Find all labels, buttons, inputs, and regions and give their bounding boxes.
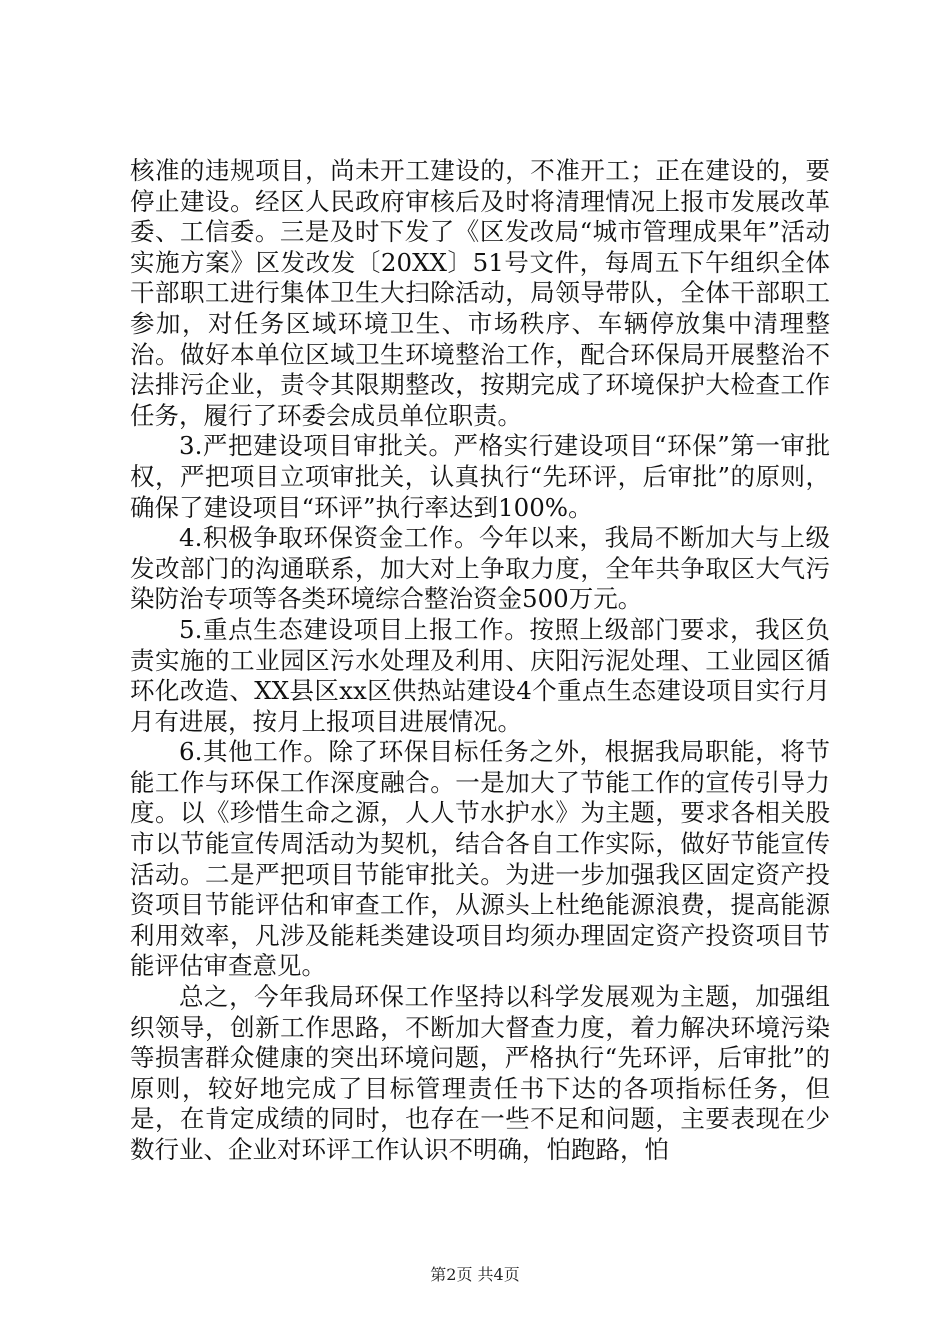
paragraph-item-4: 4.积极争取环保资金工作。今年以来，我局不断加大与上级发改部门的沟通联系，加大对上争取力度，全年共争取区大气污染防治专项等各类环境综合整治资金500万元。: [130, 523, 830, 614]
paragraph-summary: 总之，今年我局环保工作坚持以科学发展观为主题，加强组织领导，创新工作思路，不断加大督查力度，着力解决环境污染等损害群众健康的突出环境问题，严格执行“先环评，后审批”的原则，较好地完成了目标管理责任书下达的各项指标任务，但是，在肯定成绩的同时，也存在一些不足和问题，主要表现在少数行业、企业对环评工作认识不明确，怕跑路，怕: [130, 982, 830, 1164]
page-number-footer: 第2页 共4页: [430, 1265, 520, 1284]
paragraph-item-5: 5.重点生态建设项目上报工作。按照上级部门要求，我区负责实施的工业园区污水处理及利用、庆阳污泥处理、工业园区循环化改造、XX县区xx区供热站建设4个重点生态建设项目实行月月有进展，按月上报项目进展情况。: [130, 614, 830, 736]
paragraph-item-6: 6.其他工作。除了环保目标任务之外，根据我局职能，将节能工作与环保工作深度融合。一是加大了节能工作的宣传引导力度。以《珍惜生命之源，人人节水护水》为主题，要求各相关股市以节能宣传周活动为契机，结合各自工作实际，做好节能宣传活动。二是严把项目节能审批关。为进一步加强我区固定资产投资项目节能评估和审查工作，从源头上杜绝能源浪费，提高能源利用效率，凡涉及能耗类建设项目均须办理固定资产投资项目节能评估审查意见。: [130, 737, 830, 981]
paragraph-item-3: 3.严把建设项目审批关。严格实行建设项目“环保”第一审批权，严把项目立项审批关，认真执行“先环评，后审批”的原则，确保了建设项目“环评”执行率达到100%。: [130, 431, 830, 522]
document-body: [130, 156, 830, 1166]
paragraph-continuation: 核准的违规项目，尚未开工建设的，不准开工；正在建设的，要停止建设。经区人民政府审核后及时将清理情况上报市发展改革委、工信委。三是及时下发了《区发改局“城市管理成果年”活动实施方案》区发改发〔20XX〕51号文件，每周五下午组织全体干部职工进行集体卫生大扫除活动，局领导带队，全体干部职工参加，对任务区域环境卫生、市场秩序、车辆停放集中清理整治。做好本单位区域卫生环境整治工作，配合环保局开展整治不法排污企业，责令其限期整改，按期完成了环境保护大检查工作任务，履行了环委会成员单位职责。: [130, 156, 830, 430]
